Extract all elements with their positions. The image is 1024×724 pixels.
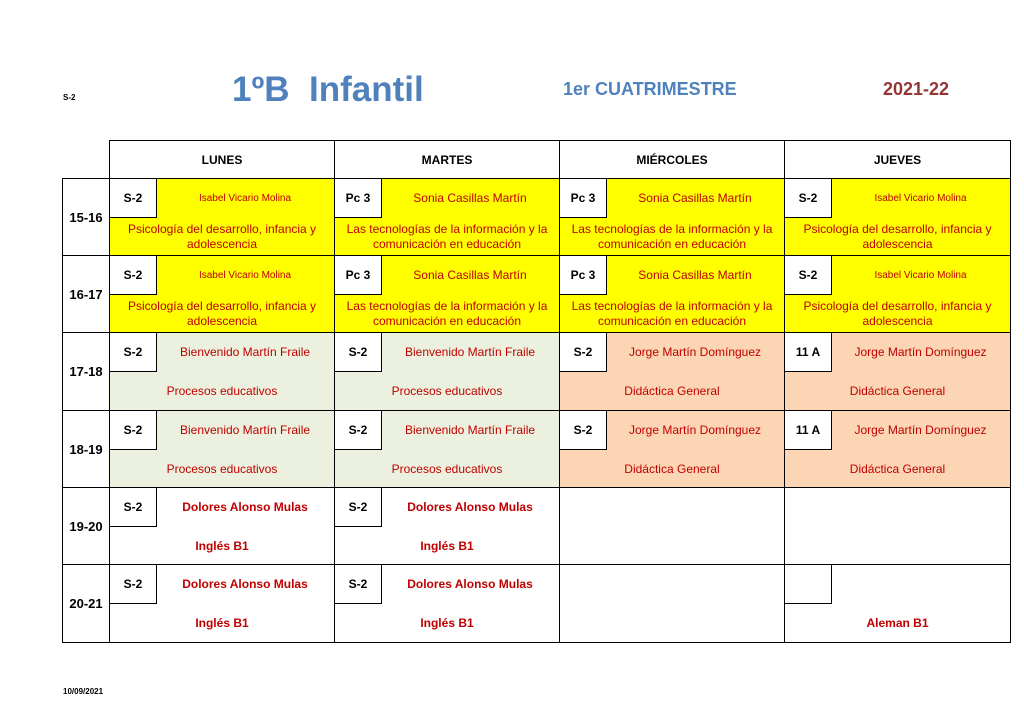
subject-name: Procesos educativos [391,384,503,398]
subject-name: Inglés B1 [195,616,249,630]
room-box: Pc 3 [335,256,382,295]
professor-name: Sonia Casillas Martín [638,191,752,205]
class-cell [109,178,335,256]
professor-name: Sonia Casillas Martín [413,268,527,282]
room-box: S-2 [335,333,382,372]
subject-name: Psicología del desarrollo, infancia y adolescencia [127,299,317,328]
professor-name: Dolores Alonso Mulas [407,577,533,591]
class-cell [109,487,335,565]
professor-name [833,565,1008,603]
room-box: S-2 [110,179,157,218]
room-code-label: S-2 [63,93,76,102]
class-cell [334,487,560,565]
time-slot-3: 18-19 [62,410,110,488]
academic-year: 2021-22 [883,79,950,99]
class-cell [559,332,785,411]
professor-name: Bienvenido Martín Fraile [179,423,311,437]
professor-name: Bienvenido Martín Fraile [179,345,311,359]
day-header-0: LUNES [109,140,335,179]
professor-name: Isabel Vicario Molina [874,192,967,204]
subject-name: Las tecnologías de la información y la comunicación en educación [571,222,773,251]
subject-name: Aleman B1 [866,616,929,630]
empty-cell [559,487,785,565]
class-cell [334,564,560,643]
subject-name: Inglés B1 [420,616,474,630]
room-box: S-2 [110,256,157,295]
professor-name: Bienvenido Martín Fraile [404,423,536,437]
timetable-grid [62,140,1010,642]
subject-name: Psicología del desarrollo, infancia y adolescencia [803,222,992,251]
page-title: 1ºB Infantil [232,70,424,109]
time-slot-2: 17-18 [62,332,110,411]
room-box: 11 A [785,333,832,372]
subject-name: Procesos educativos [166,384,278,398]
time-slot-1: 16-17 [62,255,110,333]
class-cell [559,410,785,488]
professor-name: Dolores Alonso Mulas [182,500,308,514]
class-cell [784,255,1011,333]
professor-name: Dolores Alonso Mulas [182,577,308,591]
room-box: Pc 3 [335,179,382,218]
class-cell [334,178,560,256]
professor-name: Jorge Martín Domínguez [628,423,762,437]
room-box: S-2 [110,411,157,450]
professor-name: Sonia Casillas Martín [638,268,752,282]
class-cell [559,255,785,333]
class-cell [784,178,1011,256]
room-box: S-2 [785,179,832,218]
subject-name: Las tecnologías de la información y la comunicación en educación [346,222,548,251]
subject-name: Didáctica General [624,461,720,476]
class-cell [784,564,1011,643]
class-cell [334,332,560,411]
room-box: 11 A [785,411,832,450]
room-box: S-2 [335,411,382,450]
subject-name: Psicología del desarrollo, infancia y adolescencia [803,299,992,328]
empty-cell [559,564,785,643]
professor-name: Jorge Martín Domínguez [628,345,762,359]
time-slot-0: 15-16 [62,178,110,256]
room-box: S-2 [110,488,157,527]
room-box: S-2 [560,333,607,372]
class-cell [109,255,335,333]
subject-name: Procesos educativos [391,461,503,476]
time-slot-5: 20-21 [62,564,110,643]
room-box: S-2 [335,488,382,527]
class-cell [559,178,785,256]
class-cell [109,410,335,488]
time-slot-4: 19-20 [62,487,110,565]
professor-name: Sonia Casillas Martín [413,191,527,205]
room-box: Pc 3 [560,256,607,295]
class-cell [109,332,335,411]
professor-name: Isabel Vicario Molina [874,269,967,281]
room-box: S-2 [335,565,382,604]
class-cell [334,410,560,488]
class-cell [784,332,1011,411]
professor-name: Dolores Alonso Mulas [407,500,533,514]
professor-name: Isabel Vicario Molina [198,192,292,204]
print-date: 10/09/2021 [63,687,104,696]
subject-name: Didáctica General [849,461,946,476]
day-header-2: MIÉRCOLES [559,140,785,179]
room-box: S-2 [110,333,157,372]
subject-name: Didáctica General [624,384,720,398]
room-box: Pc 3 [560,179,607,218]
room-box: S-2 [110,565,157,604]
room-box: S-2 [560,411,607,450]
subject-name: Inglés B1 [195,538,249,553]
room-box [785,565,832,604]
professor-name: Bienvenido Martín Fraile [404,345,536,359]
professor-name: Isabel Vicario Molina [198,269,292,281]
class-cell [334,255,560,333]
professor-name: Jorge Martín Domínguez [854,345,987,359]
class-cell [109,564,335,643]
subject-name: Didáctica General [849,384,946,398]
subject-name: Las tecnologías de la información y la comunicación en educación [346,299,548,328]
empty-cell [784,487,1011,565]
term-label: 1er CUATRIMESTRE [563,79,737,99]
subject-name: Las tecnologías de la información y la comunicación en educación [571,299,773,328]
class-cell [784,410,1011,488]
subject-name: Inglés B1 [420,538,474,553]
professor-name: Jorge Martín Domínguez [854,423,987,437]
subject-name: Psicología del desarrollo, infancia y adolescencia [127,222,317,251]
day-header-1: MARTES [334,140,560,179]
room-box: S-2 [785,256,832,295]
subject-name: Procesos educativos [166,461,278,476]
day-header-3: JUEVES [784,140,1011,179]
